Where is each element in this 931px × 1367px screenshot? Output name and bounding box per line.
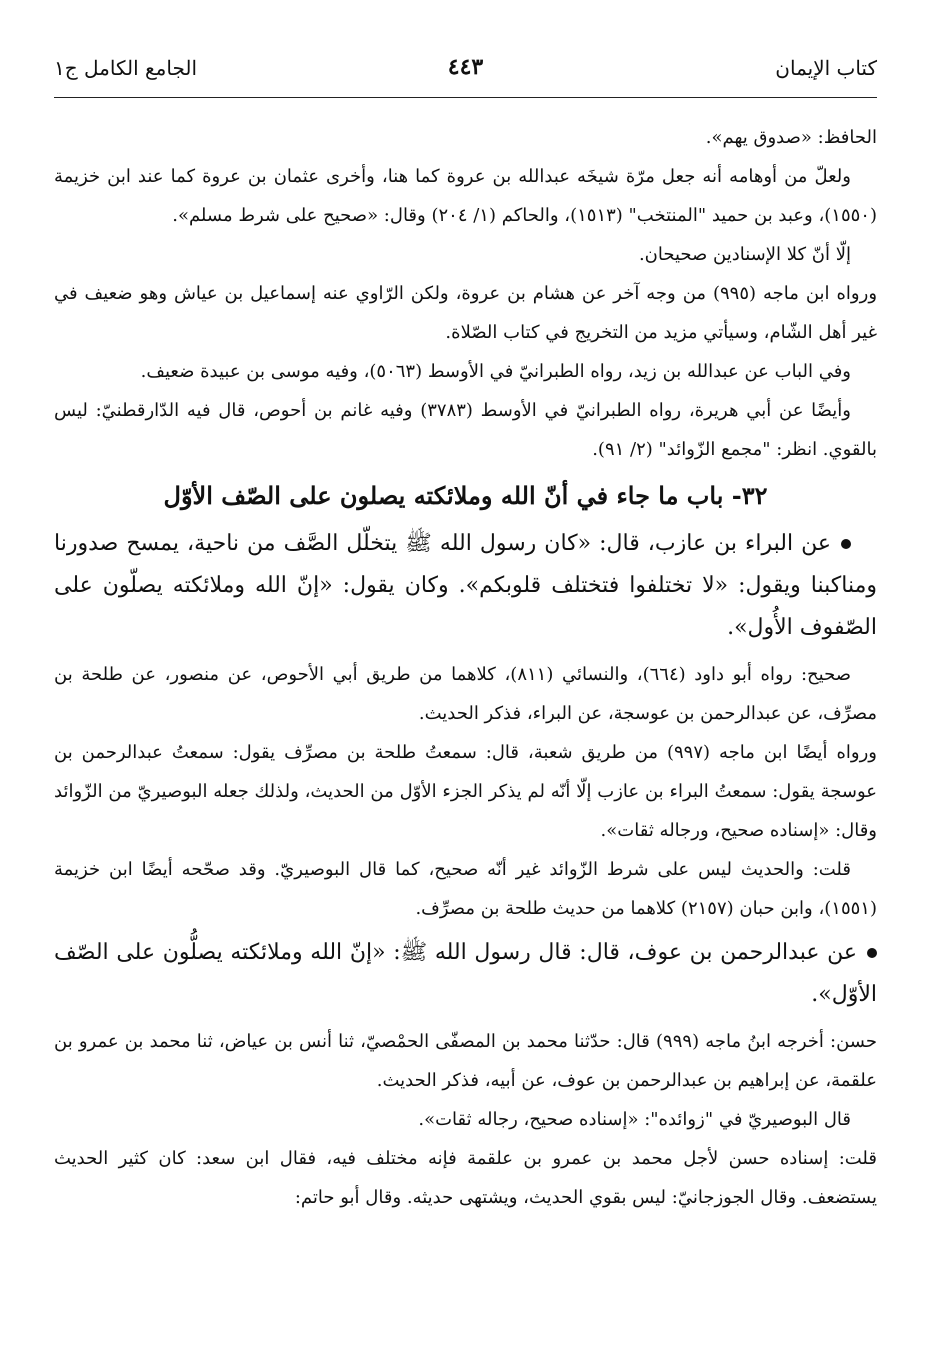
page-body [54,118,877,1217]
commentary: صحيح: رواه أبو داود (٦٦٤)، والنسائي (٨١١)، كلاهما من طريق أبي الأحوص، عن منصور، عن طلحة بن مصرِّف، عن عبدالرحمن بن عوسجة، عن البراء، فذكر الحديث. [54,664,877,724]
hadith-text [54,932,877,1016]
paragraph: وأيضًا عن أبي هريرة، رواه الطبرانيّ في الأوسط (٣٧٨٣) وفيه غانم بن أحوص، قال فيه الدّارقطنيّ: ليس بالقوي. انظر: "مجمع الزّوائد" (٢/ ٩١). [54,400,877,460]
hadith-body: عن عبدالرحمن بن عوف، قال: قال رسول الله ﷺ: «إنّ الله وملائكته يصلُّون على الصّف الأوّل». [54,940,877,1007]
commentary: قلت: إسناده حسن لأجل محمد بن عمرو بن علقمة فإنه مختلف فيه، فقال ابن سعد: كان كثير الحديث يستضعف. وقال الجوزجانيّ: ليس بقوي الحديث، ويشتهى حديثه. وقال أبو حاتم: [54,1148,877,1208]
running-header [54,56,877,86]
paragraph: وفي الباب عن عبدالله بن زيد، رواه الطبرانيّ في الأوسط (٥٠٦٣)، وفيه موسى بن عبيدة ضعيف. [140,361,851,382]
commentary: ورواه أيضًا ابن ماجه (٩٩٧) من طريق شعبة، قال: سمعتُ طلحة بن مصرِّف يقول: سمعتُ عبدالرحمن بن عوسجة يقول: سمعتُ البراء بن عازب إلّا أنّه لم يذكر الجزء الأوّل من الحديث، ولذلك جعله البوصيريّ من الزّوائد وقال: «إسناده صحيح، ورجاله ثقات». [54,742,877,841]
paragraph: ولعلّ من أوهامه أنه جعل مرّة شيخَه عبدالله بن عروة كما هنا، وأخرى عثمان بن عروة كما عند ابن خزيمة (١٥٥٠)، وعبد بن حميد "المنتخب" (١٥١٣)، والحاكم (١/ ٢٠٤) وقال: «صحيح على شرط مسلم». [54,166,877,226]
commentary: حسن: أخرجه ابنُ ماجه (٩٩٩) قال: حدّثنا محمد بن المصفّى الحمْصيّ، ثنا أنس بن عياض، ثنا محمد بن عمرو بن علقمة، عن إبراهيم بن عبدالرحمن بن عوف، عن أبيه، فذكر الحديث. [54,1031,877,1091]
hadith-text [54,523,877,649]
bullet-icon [841,539,851,549]
chapter-title: كتاب الإيمان [775,56,877,80]
header-rule [54,97,877,98]
paragraph: ورواه ابن ماجه (٩٩٥) من وجه آخر عن هشام بن عروة، ولكن الرّاوي عنه إسماعيل بن عياش وهو ضعيف في غير أهل الشّام، وسيأتي مزيد من التخريج في كتاب الصّلاة. [54,283,878,343]
bullet-icon [867,948,877,958]
commentary: قلت: والحديث ليس على شرط الزّوائد غير أنّه صحيح، كما قال البوصيريّ. وقد صحّحه أيضًا ابن خزيمة (١٥٥١)، وابن حبان (٢١٥٧) كلاهما من حديث طلحة بن مصرِّف. [54,859,877,919]
hadith-body: عن البراء بن عازب، قال: «كان رسول الله ﷺ يتخلّل الصَّف من ناحية، يمسح صدورنا ومناكبنا ويقول: «لا تختلفوا فتختلف قلوبكم». وكان يقول: «إنّ الله وملائكته يصلّون على الصّفوف الأُول». [54,531,877,640]
paragraph: إلّا أنّ كلا الإسنادين صحيحان. [638,244,851,265]
page-number: ٤٤٣ [447,54,484,80]
chapter-heading: ٣٢- باب ما جاء في أنّ الله وملائكته يصلون على الصّف الأوّل [163,481,768,510]
paragraph: الحافظ: «صدوق يهم». [705,127,877,148]
commentary: قال البوصيريّ في "زوائده": «إسناده صحيح، رجاله ثقات». [418,1109,851,1130]
book-title: الجامع الكامل ج١ [54,56,198,80]
